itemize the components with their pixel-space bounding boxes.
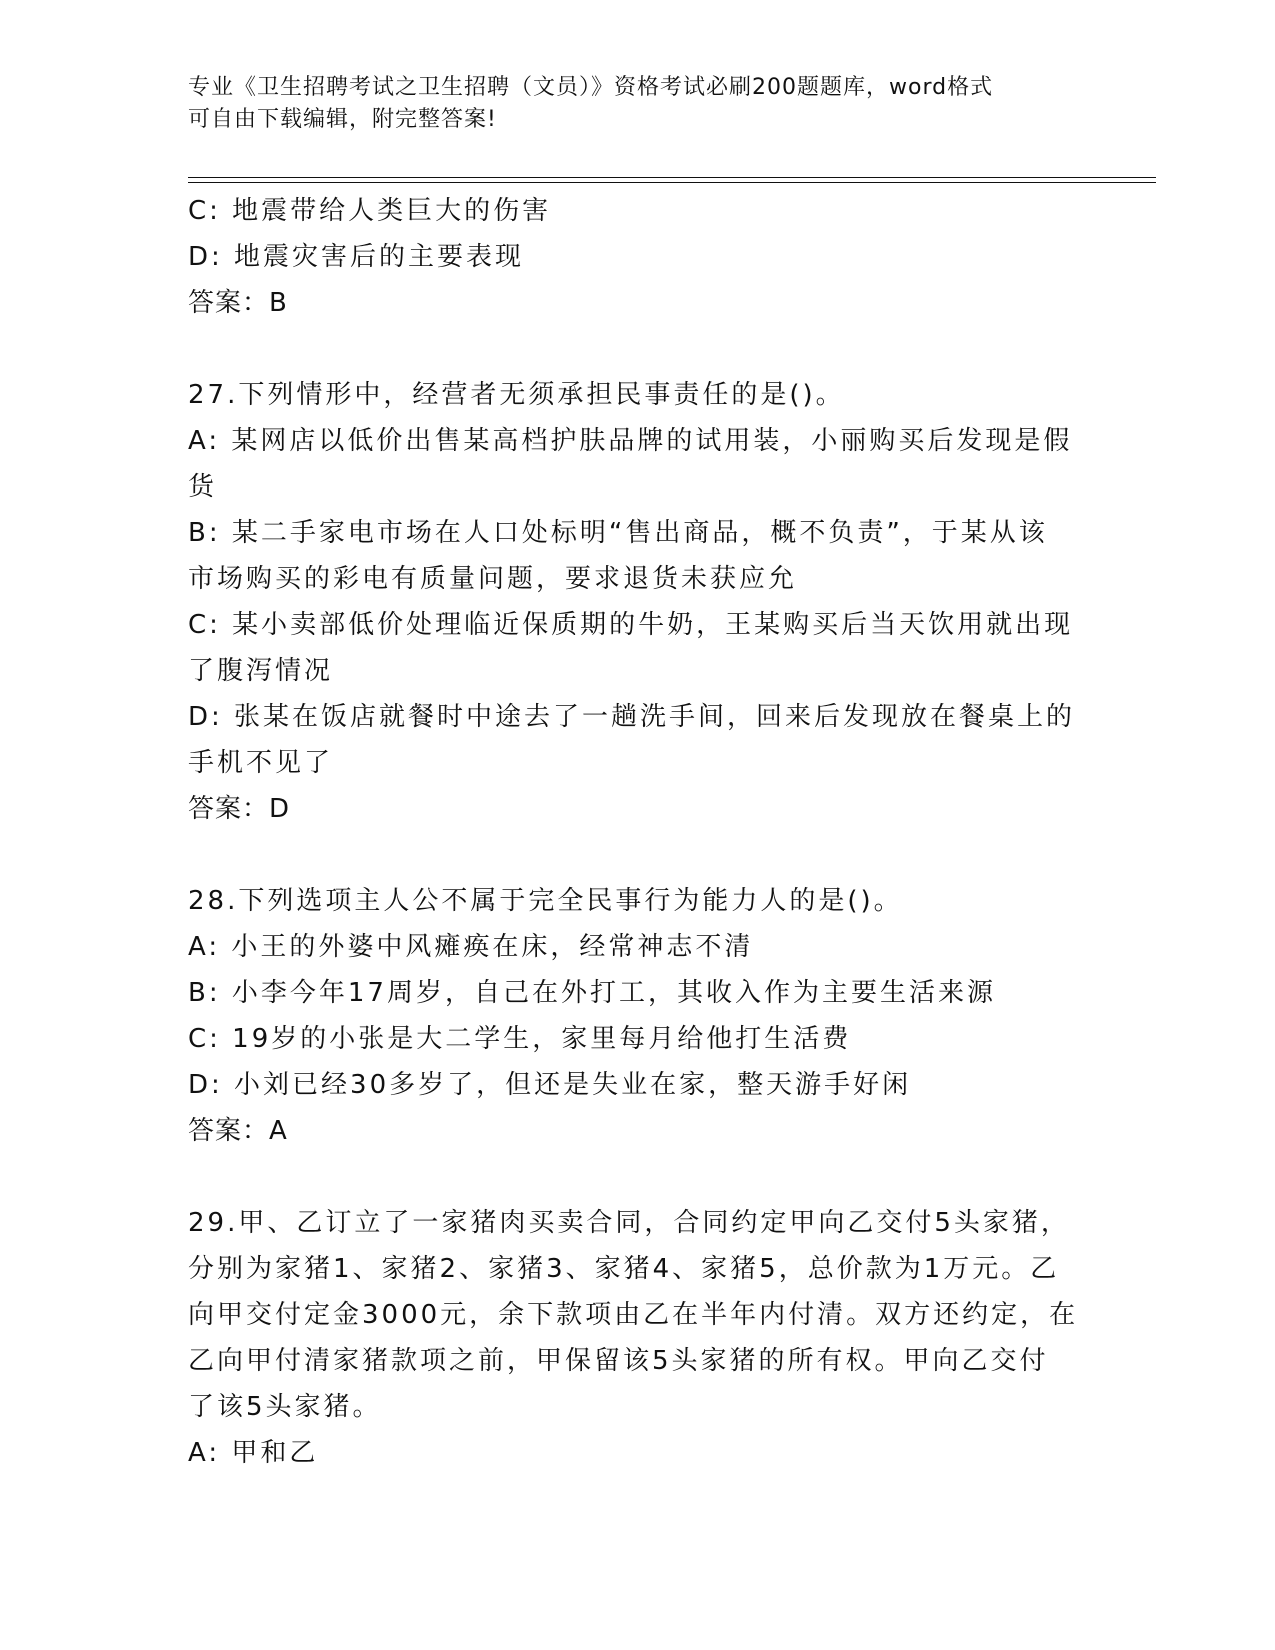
- option-a: A: 小王的外婆中风瘫痪在床，经常神志不清: [188, 932, 754, 962]
- option-c: C: 某小卖部低价处理临近保质期的牛奶，王某购买后当天饮用就出现: [188, 610, 1074, 640]
- document-header: [188, 72, 1068, 136]
- option-b: B: 某二手家电市场在人口处标明“售出商品，概不负责”，于某从该: [188, 518, 1048, 548]
- header-line-2: 可自由下载编辑，附完整答案!: [188, 107, 497, 132]
- question-text-continued: 了该5头家猪。: [188, 1392, 382, 1422]
- question-list: [188, 188, 1078, 1476]
- option-d: D: 张某在饭店就餐时中途去了一趟洗手间，回来后发现放在餐桌上的: [188, 702, 1076, 732]
- option-c: C: 地震带给人类巨大的伤害: [188, 196, 552, 226]
- question-text-continued: 乙向甲付清家猪款项之前，甲保留该5头家猪的所有权。甲向乙交付: [188, 1346, 1049, 1376]
- option-b-continued: 市场购买的彩电有质量问题，要求退货未获应允: [188, 564, 798, 594]
- question-text: 28.下列选项主人公不属于完全民事行为能力人的是()。: [188, 886, 903, 916]
- option-d: D: 小刘已经30多岁了，但还是失业在家，整天游手好闲: [188, 1070, 912, 1100]
- header-divider-bottom: [188, 182, 1156, 183]
- answer: 答案：B: [188, 288, 288, 318]
- question-29: [188, 1200, 1078, 1476]
- option-d: D: 地震灾害后的主要表现: [188, 242, 525, 272]
- option-a: A: 某网店以低价出售某高档护肤品牌的试用装，小丽购买后发现是假: [188, 426, 1073, 456]
- header-divider-top: [188, 177, 1156, 178]
- option-a-continued: 货: [188, 472, 218, 502]
- option-a: A: 甲和乙: [188, 1438, 319, 1468]
- question-text: 27.下列情形中，经营者无须承担民事责任的是()。: [188, 380, 845, 410]
- previous-question-fragment: [188, 188, 1078, 326]
- answer: 答案：D: [188, 794, 291, 824]
- question-27: [188, 372, 1078, 832]
- option-c: C: 19岁的小张是大二学生，家里每月给他打生活费: [188, 1024, 852, 1054]
- question-text: 29.甲、乙订立了一家猪肉买卖合同，合同约定甲向乙交付5头家猪，: [188, 1208, 1070, 1238]
- option-c-continued: 了腹泻情况: [188, 656, 334, 686]
- header-line-1: 专业《卫生招聘考试之卫生招聘（文员）》资格考试必刷200题题库，word格式: [188, 75, 994, 100]
- question-28: [188, 878, 1078, 1154]
- option-b: B: 小李今年17周岁，自己在外打工，其收入作为主要生活来源: [188, 978, 996, 1008]
- answer: 答案：A: [188, 1116, 288, 1146]
- option-d-continued: 手机不见了: [188, 748, 334, 778]
- question-text-continued: 分别为家猪1、家猪2、家猪3、家猪4、家猪5，总价款为1万元。乙: [188, 1254, 1060, 1284]
- question-text-continued: 向甲交付定金3000元，余下款项由乙在半年内付清。双方还约定，在: [188, 1300, 1079, 1330]
